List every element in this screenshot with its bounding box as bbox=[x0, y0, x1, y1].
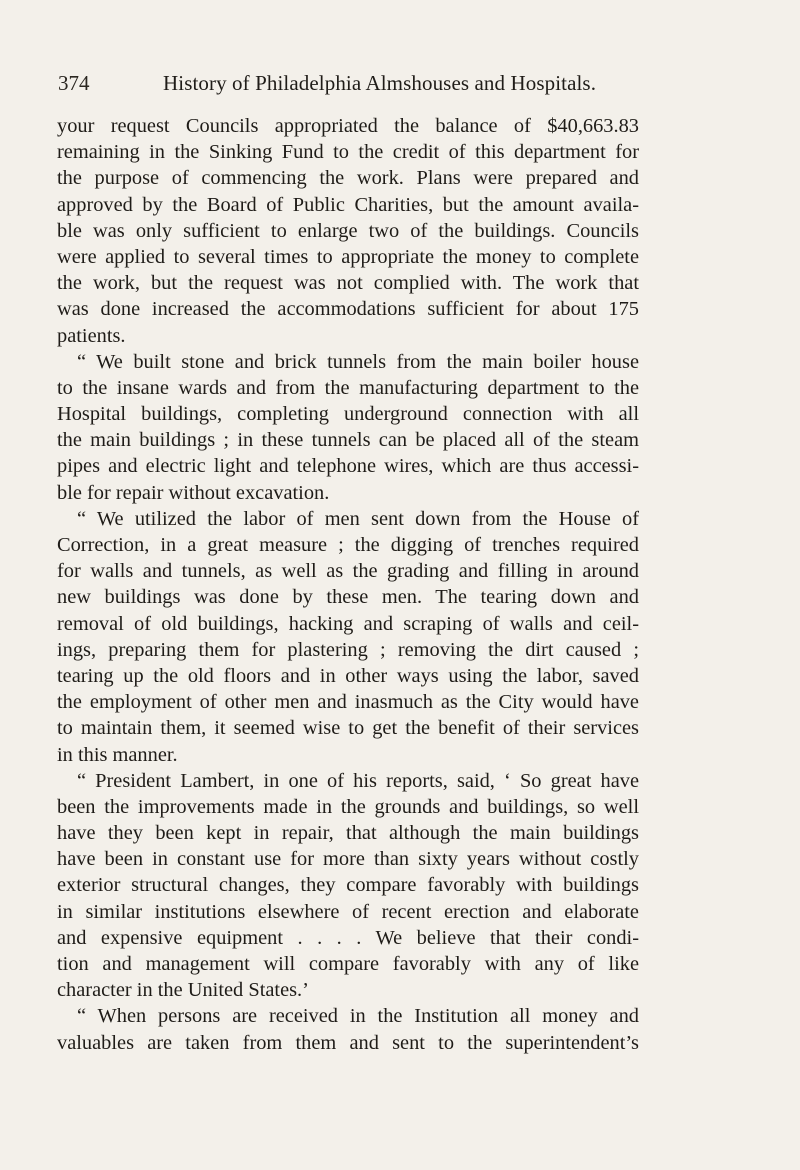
text-line: patients. bbox=[57, 324, 126, 347]
text-line: have they been kept in repair, that although the main buildings bbox=[57, 822, 639, 845]
text-line: new buildings was done by these men. The tearing down and bbox=[57, 586, 639, 609]
page-number: 374 bbox=[58, 71, 90, 95]
page-header bbox=[58, 70, 644, 96]
text-line: for walls and tunnels, as well as the grading and filling in around bbox=[57, 560, 639, 583]
text-line: approved by the Board of Public Charities, but the amount availa- bbox=[57, 193, 639, 216]
text-line: Correction, in a great measure ; the digging of trenches required bbox=[57, 534, 639, 556]
text-line: the work, but the request was not complied with. The work that bbox=[57, 272, 639, 295]
text-line: remaining in the Sinking Fund to the credit of this department for bbox=[57, 141, 639, 164]
text-line: to maintain them, it seemed wise to get the benefit of their services bbox=[57, 717, 639, 740]
text-line: tearing up the old floors and in other ways using the labor, saved bbox=[57, 664, 639, 687]
text-line: “ We utilized the labor of men sent down from the House of bbox=[77, 507, 639, 530]
text-line: have been in constant use for more than sixty years without costly bbox=[57, 848, 639, 871]
text-line: “ When persons are received in the Institution all money and bbox=[77, 1005, 639, 1028]
text-line: valuables are taken from them and sent to the superintendent’s bbox=[57, 1031, 639, 1054]
body-text bbox=[57, 113, 639, 1056]
text-line: character in the United States.’ bbox=[57, 979, 309, 1002]
text-line: pipes and electric light and telephone wires, which are thus accessi- bbox=[57, 455, 639, 478]
text-line: and expensive equipment . . . . We believe that their condi- bbox=[57, 926, 639, 949]
text-line: ble was only sufficient to enlarge two of the buildings. Councils bbox=[57, 219, 639, 242]
text-line: removal of old buildings, hacking and scraping of walls and ceil- bbox=[57, 612, 639, 635]
running-title: History of Philadelphia Almshouses and Hospitals. bbox=[163, 71, 597, 95]
text-line: to the insane wards and from the manufacturing department to the bbox=[57, 376, 639, 399]
text-line: Hospital buildings, completing underground connection with all bbox=[57, 403, 639, 426]
text-line: tion and management will compare favorably with any of like bbox=[57, 953, 639, 975]
text-line: in similar institutions elsewhere of recent erection and elaborate bbox=[57, 900, 639, 923]
text-line: exterior structural changes, they compare favorably with buildings bbox=[57, 874, 639, 897]
text-line: in this manner. bbox=[57, 743, 178, 766]
text-line: the main buildings ; in these tunnels can be placed all of the steam bbox=[57, 429, 639, 452]
text-line: were applied to several times to appropriate the money to complete bbox=[57, 245, 639, 268]
text-line: ings, preparing them for plastering ; removing the dirt caused ; bbox=[57, 638, 639, 661]
text-line: the employment of other men and inasmuch as the City would have bbox=[57, 691, 639, 714]
text-line: been the improvements made in the grounds and buildings, so well bbox=[57, 795, 639, 818]
text-line: “ We built stone and brick tunnels from the main boiler house bbox=[77, 350, 639, 373]
text-line: “ President Lambert, in one of his reports, said, ‘ So great have bbox=[77, 769, 639, 792]
text-line: your request Councils appropriated the balance of $40,663.83 bbox=[57, 115, 639, 137]
text-line: was done increased the accommodations sufficient for about 175 bbox=[57, 298, 639, 321]
text-line: ble for repair without excavation. bbox=[57, 481, 330, 504]
text-line: the purpose of commencing the work. Plans were prepared and bbox=[57, 167, 639, 190]
